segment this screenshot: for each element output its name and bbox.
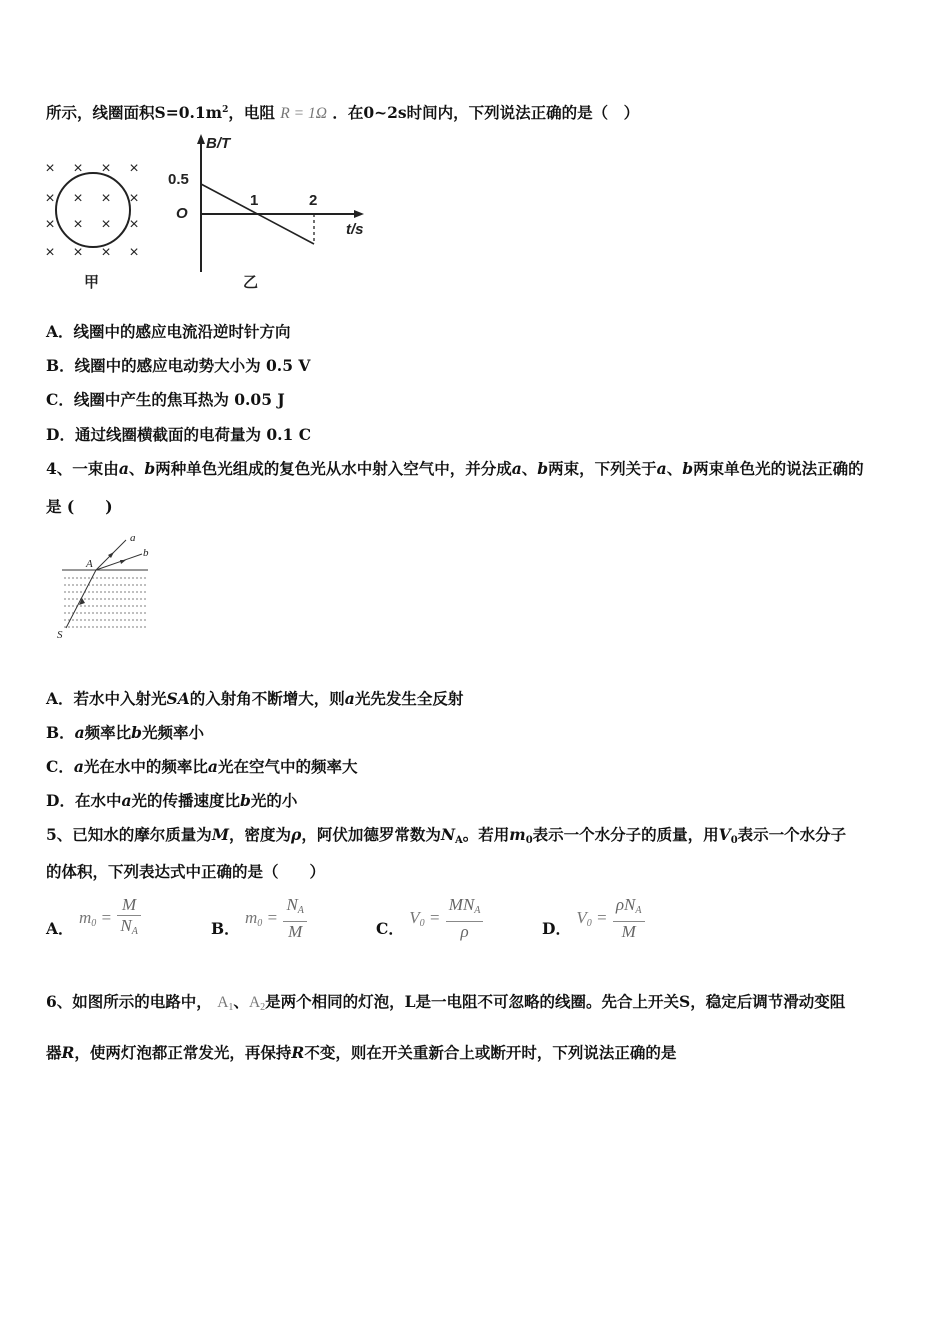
cross-mark: × <box>45 244 55 261</box>
label-jia: 甲 <box>84 273 100 291</box>
label-b: b <box>143 547 149 559</box>
cross-mark: × <box>45 160 55 177</box>
q3-option-d: D．通过线圈横截面的电荷量为 0.1 C <box>46 425 312 444</box>
q4-option-a: A．若水中入射光SA的入射角不断增大，则a光先发生全反射 <box>46 689 464 708</box>
y-axis-label: B/T <box>206 135 231 152</box>
x-axis-label: t/s <box>346 221 364 238</box>
coil-circle <box>56 173 130 247</box>
cross-mark: × <box>129 216 139 233</box>
fig-magnetic-field <box>40 130 380 292</box>
incident-ray <box>66 570 96 628</box>
cross-mark: × <box>45 190 55 207</box>
q5-option-a: A． $m_0$ = $\frac{M}{N_A}$ <box>46 895 141 942</box>
cross-mark: × <box>101 216 111 233</box>
q3-option-c: C．线圈中产生的焦耳热为 0.05 J <box>46 390 285 409</box>
label-A: A <box>86 558 93 570</box>
cross-mark: × <box>73 216 83 233</box>
q4-option-d: D．在水中a光的传播速度比b光的小 <box>46 791 298 810</box>
q3-option-b: B．线圈中的感应电动势大小为 0.5 V <box>46 356 311 375</box>
q4-option-b: B．a频率比b光频率小 <box>46 723 205 742</box>
q6-stem-line2: 器R，使两灯泡都正常发光，再保持R不变，则在开关重新合上或断开时，下列说法正确的是 <box>46 1043 677 1062</box>
intro-line: 所示，线圈面积$S=0.1m^2$，电阻 R = 1Ω ．在0~2s时间内，下列说法正确的是（ ） <box>46 103 640 122</box>
q6-stem: 6、如图所示的电路中， $A_1$、$A_2$是两个相同的灯泡，L是一电阻不可忽略的线圈。先合上开关S，稳定后调节滑动变阻 <box>46 992 846 1013</box>
cross-mark: × <box>129 190 139 207</box>
cross-mark: × <box>129 160 139 177</box>
y-tick-label: 0.5 <box>168 171 189 188</box>
y-axis-arrow <box>197 134 205 144</box>
cross-mark: × <box>73 244 83 261</box>
cross-mark: × <box>73 190 83 207</box>
q4-stem-line2: 是 ( ) <box>46 497 113 516</box>
q4-stem: 4、一束由a、b两种单色光组成的复色光从水中射入空气中，并分成a、b两束，下列关于a、b两束单色光的说法正确的 <box>46 459 864 478</box>
cross-mark: × <box>101 160 111 177</box>
x-axis-arrow <box>354 210 364 218</box>
cross-mark: × <box>101 244 111 261</box>
q5-option-d: D． $V_0$ = $\frac{\rho N_A}{M}$ <box>542 895 645 942</box>
cross-mark: × <box>45 216 55 233</box>
q5-option-b: B． $m_0$ = $\frac{N_A}{M}$ <box>211 895 307 942</box>
cross-mark: × <box>73 160 83 177</box>
q5-option-c: C． $V_0$ = $\frac{MN_A}{\rho}$ <box>376 895 483 942</box>
q5-stem: 5、已知水的摩尔质量为M，密度为ρ，阿伏加德罗常数为$N_A$。若用$m_0$表示一个水分子的质量，用$V_0$表示一个水分子 <box>46 825 847 846</box>
resistance-formula: R = 1Ω <box>280 105 327 122</box>
ray-b <box>96 554 142 570</box>
label-S: S <box>57 629 63 641</box>
label-a: a <box>130 532 136 544</box>
fig-refraction <box>52 528 162 644</box>
x-tick-2: 2 <box>309 192 318 209</box>
label-yi: 乙 <box>243 273 259 291</box>
x-tick-1: 1 <box>250 192 259 209</box>
q5-stem-line2: 的体积，下列表达式中正确的是（ ） <box>46 862 326 881</box>
q3-option-a: A．线圈中的感应电流沿逆时针方向 <box>46 322 291 341</box>
cross-mark: × <box>129 244 139 261</box>
ray-b-arrow <box>120 560 126 564</box>
cross-mark: × <box>101 190 111 207</box>
q4-option-c: C．a光在水中的频率比a光在空气中的频率大 <box>46 757 358 776</box>
origin-label: O <box>176 205 188 222</box>
